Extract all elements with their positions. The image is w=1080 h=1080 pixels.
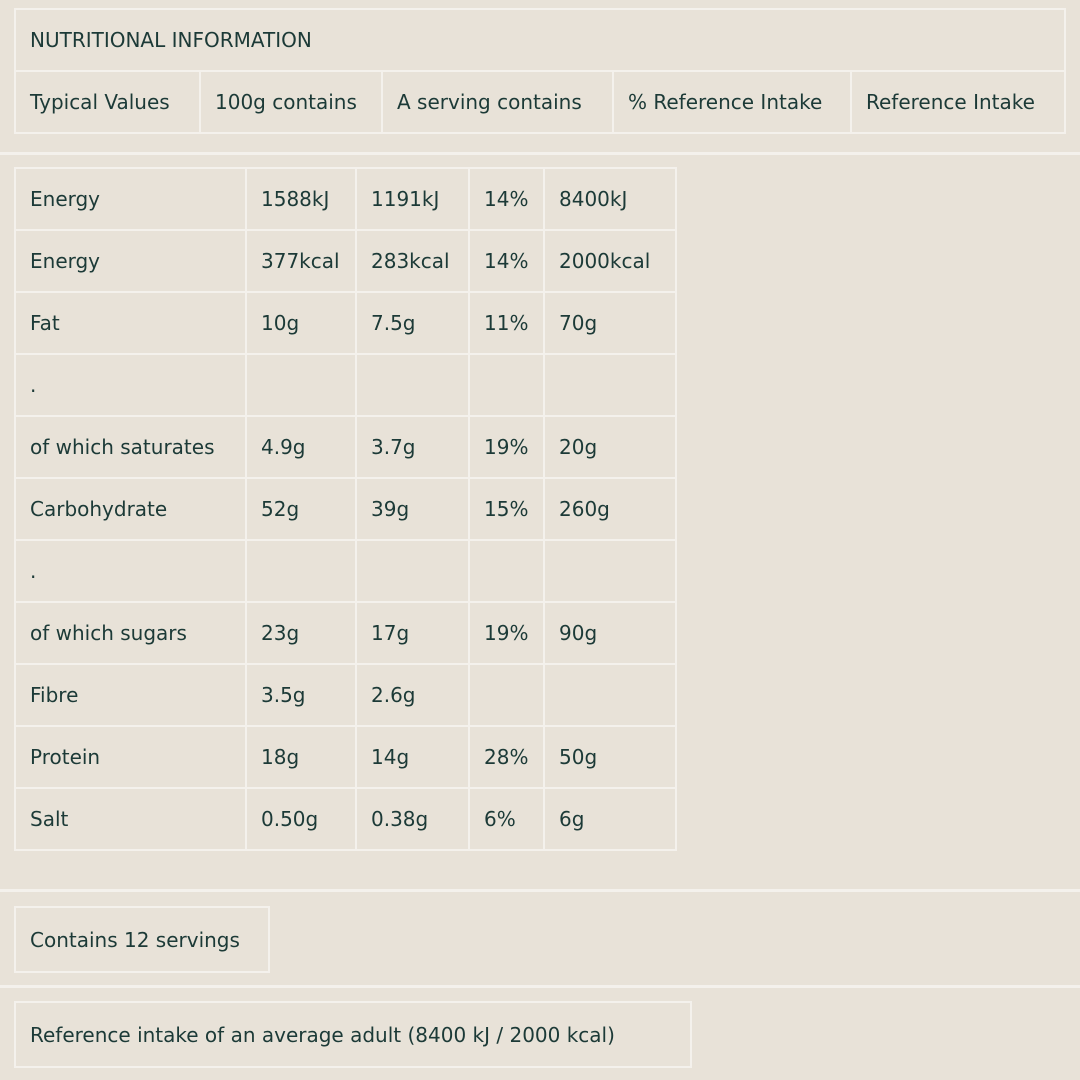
ri-value: 90g: [544, 602, 676, 664]
ri-percent-value: 6%: [469, 788, 544, 850]
nutrient-label: of which saturates: [15, 416, 246, 478]
table-row: [15, 788, 676, 850]
column-header-row: [15, 71, 1065, 133]
per-serving-value: 14g: [356, 726, 469, 788]
per-100g-value: 4.9g: [246, 416, 356, 478]
table-row: [15, 168, 676, 230]
per-100g-value: [246, 540, 356, 602]
ri-value: 20g: [544, 416, 676, 478]
ri-value: [544, 664, 676, 726]
ri-percent-value: [469, 664, 544, 726]
nutrient-label: Salt: [15, 788, 246, 850]
title-row: [15, 9, 1065, 71]
per-100g-value: 10g: [246, 292, 356, 354]
per-serving-value: 39g: [356, 478, 469, 540]
per-serving-value: 2.6g: [356, 664, 469, 726]
servings-count: Contains 12 servings: [15, 907, 269, 972]
table-row: [15, 416, 676, 478]
column-header: % Reference Intake: [613, 71, 851, 133]
ri-value: 70g: [544, 292, 676, 354]
column-header: Reference Intake: [851, 71, 1065, 133]
ri-value: 2000kcal: [544, 230, 676, 292]
table-row: [15, 664, 676, 726]
nutrient-label: Energy: [15, 230, 246, 292]
table-row: [15, 478, 676, 540]
reference-table: [14, 1001, 692, 1068]
per-serving-value: 3.7g: [356, 416, 469, 478]
per-serving-value: [356, 540, 469, 602]
table-row: [15, 354, 676, 416]
nutrient-label: of which sugars: [15, 602, 246, 664]
per-100g-value: [246, 354, 356, 416]
table-row: [15, 230, 676, 292]
per-100g-value: 18g: [246, 726, 356, 788]
ri-percent-value: 15%: [469, 478, 544, 540]
section-divider: [0, 889, 1080, 892]
per-100g-value: 52g: [246, 478, 356, 540]
ri-value: [544, 540, 676, 602]
header-table: [14, 8, 1066, 134]
ri-percent-value: 14%: [469, 230, 544, 292]
reference-block: [14, 1001, 692, 1068]
column-header: A serving contains: [382, 71, 613, 133]
table-row: [15, 540, 676, 602]
per-serving-value: 7.5g: [356, 292, 469, 354]
ri-value: 50g: [544, 726, 676, 788]
ri-percent-value: [469, 540, 544, 602]
section-divider: [0, 985, 1080, 988]
ri-value: 6g: [544, 788, 676, 850]
ri-value: 8400kJ: [544, 168, 676, 230]
per-100g-value: 3.5g: [246, 664, 356, 726]
per-100g-value: 23g: [246, 602, 356, 664]
nutrient-table-block: [14, 167, 677, 851]
servings-table: [14, 906, 270, 973]
nutrient-label: .: [15, 354, 246, 416]
reference-note: Reference intake of an average adult (8400 kJ / 2000 kcal): [15, 1002, 691, 1067]
ri-percent-value: 19%: [469, 416, 544, 478]
nutrient-label: .: [15, 540, 246, 602]
per-serving-value: 17g: [356, 602, 469, 664]
table-title: NUTRITIONAL INFORMATION: [15, 9, 1065, 71]
column-header: Typical Values: [15, 71, 200, 133]
servings-block: [14, 906, 270, 973]
nutrient-label: Protein: [15, 726, 246, 788]
nutrient-label: Fibre: [15, 664, 246, 726]
ri-value: [544, 354, 676, 416]
per-serving-value: [356, 354, 469, 416]
ri-percent-value: [469, 354, 544, 416]
per-serving-value: 0.38g: [356, 788, 469, 850]
ri-percent-value: 28%: [469, 726, 544, 788]
table-row: [15, 726, 676, 788]
section-divider: [0, 152, 1080, 155]
nutrient-table: [14, 167, 677, 851]
ri-percent-value: 19%: [469, 602, 544, 664]
per-serving-value: 1191kJ: [356, 168, 469, 230]
per-100g-value: 377kcal: [246, 230, 356, 292]
per-serving-value: 283kcal: [356, 230, 469, 292]
header-table-block: [14, 8, 1066, 134]
per-100g-value: 0.50g: [246, 788, 356, 850]
per-100g-value: 1588kJ: [246, 168, 356, 230]
ri-value: 260g: [544, 478, 676, 540]
nutrient-label: Energy: [15, 168, 246, 230]
table-row: [15, 292, 676, 354]
column-header: 100g contains: [200, 71, 382, 133]
ri-percent-value: 14%: [469, 168, 544, 230]
nutrient-label: Fat: [15, 292, 246, 354]
ri-percent-value: 11%: [469, 292, 544, 354]
nutrient-label: Carbohydrate: [15, 478, 246, 540]
table-row: [15, 602, 676, 664]
nutrient-table-body: [15, 168, 676, 850]
